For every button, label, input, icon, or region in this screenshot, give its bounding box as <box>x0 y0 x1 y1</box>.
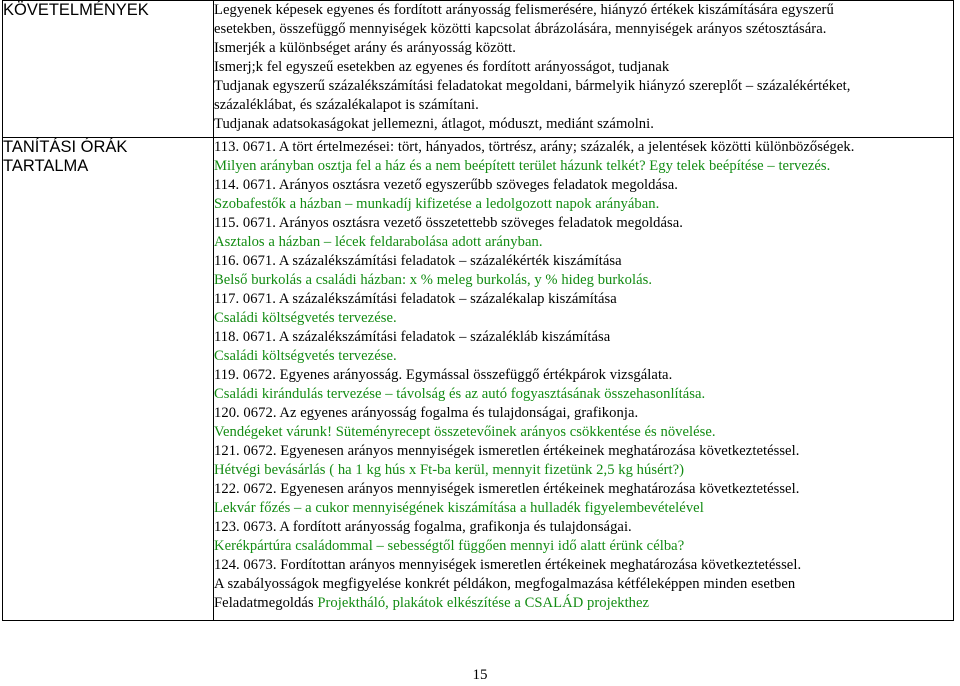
lesson-title: 116. 0671. A százalékszámítási feladatok – százalékérték kiszámítása <box>214 253 622 269</box>
lesson-activity: Hétvégi bevásárlás ( ha 1 kg hús x Ft-ba kerül, mennyit fizetünk 2,5 kg húsért?) <box>214 462 685 478</box>
lesson-activity-part: Projektháló, plakátok elkészítése a CSALÁD projekthez <box>317 595 650 611</box>
lesson-activity: Belső burkolás a családi házban: x % meleg burkolás, y % hideg burkolás. <box>214 272 653 288</box>
lesson-title: 123. 0673. A fordított arányosság fogalma, grafikonja és tulajdonságai. <box>214 519 632 535</box>
lesson-title: 124. 0673. Fordítottan arányos mennyiségek ismeretlen értékeinek meghatározása következtetéssel. <box>214 557 802 573</box>
requirements-header: KÖVETELMÉNYEK <box>3 1 149 19</box>
lesson-activity: Kerékpártúra családommal – sebességtől függően mennyi idő alatt érünk célba? <box>214 538 685 554</box>
lessons-header-cell <box>3 138 214 621</box>
requirements-content-cell <box>214 1 954 138</box>
requirement-line: Tudjanak egyszerű százalékszámítási feladatokat megoldani, bármelyik hiányzó szereplőt – százalékértéket, <box>214 78 851 94</box>
lesson-activity: Családi költségvetés tervezése. <box>214 310 397 326</box>
lesson-title: 120. 0672. Az egyenes arányosság fogalma és tulajdonságai, grafikonja. <box>214 405 639 421</box>
lesson-title: 122. 0672. Egyenesen arányos mennyiségek ismeretlen értékeinek meghatározása következtetéssel. <box>214 481 800 497</box>
lesson-activity <box>214 157 953 176</box>
requirement-line: Tudjanak adatsokaságokat jellemezni, átlagot, móduszt, mediánt számolni. <box>214 116 654 132</box>
requirements-header-cell <box>3 1 214 138</box>
lessons-header-line1: TANÍTÁSI ÓRÁK <box>3 138 128 156</box>
lesson-note <box>214 594 953 613</box>
lesson-activity: Vendégeket várunk! Süteményrecept összetevőinek arányos csökkentése és növelése. <box>214 424 716 440</box>
lesson-activity: Lekvár főzés – a cukor mennyiségének kiszámítása a hulladék figyelembevételével <box>214 500 704 516</box>
lesson-title: 121. 0672. Egyenesen arányos mennyiségek ismeretlen értékeinek meghatározása következtetéssel. <box>214 443 800 459</box>
lesson-activity-part: Egy telek beépítése – tervezés. <box>645 158 831 174</box>
lesson-activity: Asztalos a házban – lécek feldarabolása adott arányban. <box>214 234 543 250</box>
requirement-line: Ismerj;k fel egyszeű esetekben az egyenes és fordított arányosságot, tudjanak <box>214 59 670 75</box>
lesson-title: 113. 0671. A tört értelmezései: tört, hányados, törtrész, arány; százalék, a jelentések közötti különbözőségek. <box>214 139 855 155</box>
lesson-activity-part: Milyen arányban osztja fel a ház és a nem beépített terület házunk telkét? <box>214 158 646 174</box>
page-number: 15 <box>472 667 488 683</box>
requirements-row <box>3 1 954 138</box>
lesson-title: 119. 0672. Egyenes arányosság. Egymással összefüggő értékpárok vizsgálata. <box>214 367 673 383</box>
lessons-row <box>3 138 954 621</box>
requirement-line: Ismerjék a különbséget arány és arányosság között. <box>214 40 516 56</box>
lesson-title: 117. 0671. A százalékszámítási feladatok – százalékalap kiszámítása <box>214 291 617 307</box>
lesson-title: 115. 0671. Arányos osztásra vezető összetettebb szöveges feladatok megoldása. <box>214 215 683 231</box>
lesson-activity: Családi kirándulás tervezése – távolság és az autó fogyasztásának összehasonlítása. <box>214 386 706 402</box>
requirement-line: Legyenek képesek egyenes és fordított arányosság felismerésére, hiányzó értékek kiszámítására egyszerű <box>214 2 834 18</box>
lesson-note-part: Feladatmegoldás <box>214 595 318 611</box>
lesson-title: 114. 0671. Arányos osztásra vezető egyszerűbb szöveges feladatok megoldása. <box>214 177 678 193</box>
lesson-note: A szabályosságok megfigyelése konkrét példákon, megfogalmazása kétféleképpen minden esetben <box>214 576 796 592</box>
lesson-activity: Szobafestők a házban – munkadíj kifizetése a ledolgozott napok arányában. <box>214 196 660 212</box>
requirement-line: százaléklábat, és százalékalapot is számítani. <box>214 97 479 113</box>
requirement-line: esetekben, összefüggő mennyiségek közötti kapcsolat ábrázolására, mennyiségek arányos szétosztására. <box>214 21 827 37</box>
lesson-activity: Családi költségvetés tervezése. <box>214 348 397 364</box>
lessons-content-cell <box>214 138 954 621</box>
lesson-title: 118. 0671. A százalékszámítási feladatok – százalékláb kiszámítása <box>214 329 611 345</box>
curriculum-table <box>2 0 954 621</box>
lessons-header-line2: TARTALMA <box>3 157 89 175</box>
